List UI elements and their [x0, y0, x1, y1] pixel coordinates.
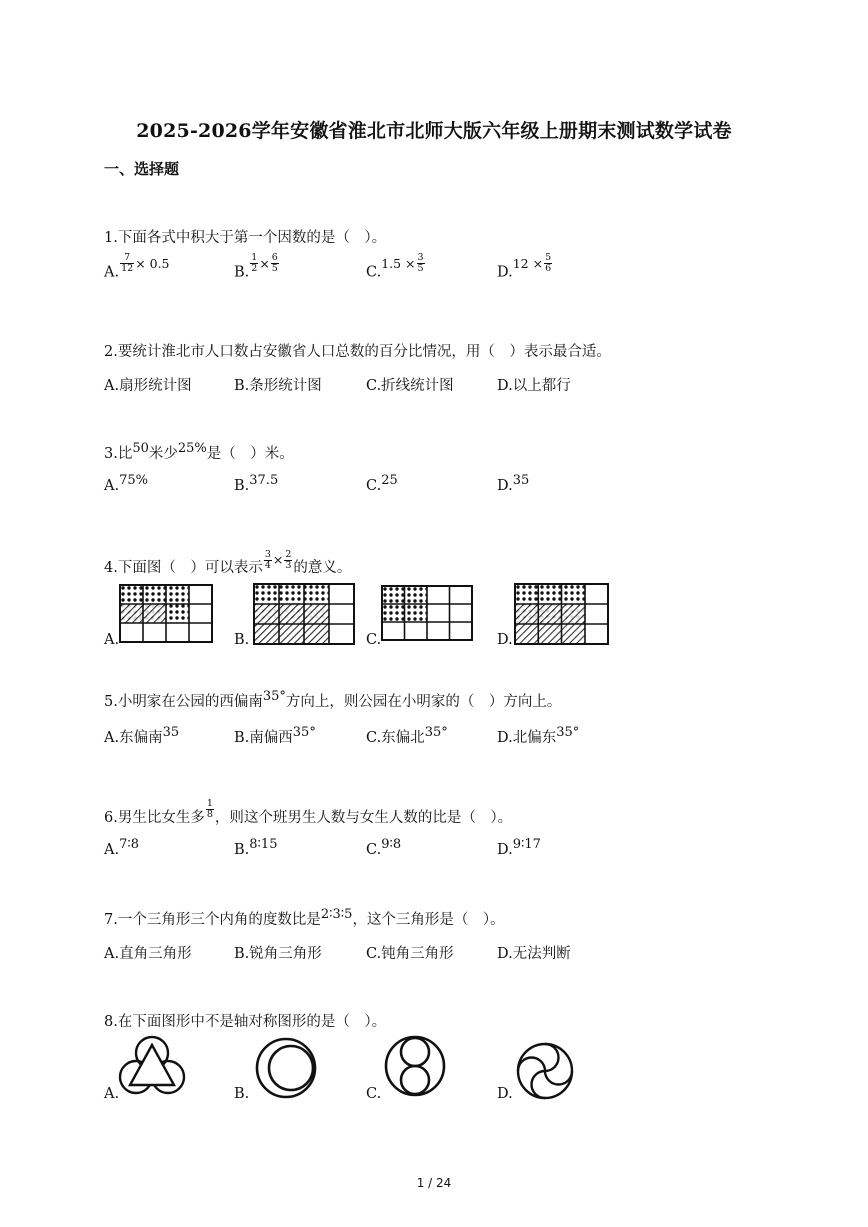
fraction: $\frac{7}{12}$ [121, 252, 134, 274]
figure-c [386, 1037, 444, 1095]
question-7-option-d[interactable]: D.无法判断 [497, 946, 571, 962]
question-8-stem: 8.在下面图形中不是轴对称图形的是（ ）。 [104, 1014, 387, 1030]
question-3-stem: 3.比50米少25%是（ ）米。 [104, 441, 294, 462]
figure-b [257, 1039, 315, 1097]
question-4-option-c-label[interactable]: C. [366, 632, 382, 648]
question-4-stem: 4.下面图（ ）可以表示 $\frac{3}{4}$ × $\frac{2}{3}$ 的意义。 [104, 548, 352, 576]
question-1-option-d[interactable]: D.12 × $\frac{5}{6}$ [497, 252, 552, 281]
fraction: $\frac{1}{2}$ [251, 252, 258, 274]
figure-a [120, 1037, 184, 1093]
question-6-option-c[interactable]: C.9∶8 [366, 837, 402, 858]
question-7-stem: 7.一个三角形三个内角的度数比是2∶3∶5，这个三角形是（ ）。 [104, 907, 505, 928]
question-6-option-b[interactable]: B.8∶15 [234, 837, 278, 858]
question-5-option-c[interactable]: C.东偏北35° [366, 725, 448, 746]
question-4-option-b-label[interactable]: B. [234, 632, 250, 648]
question-2-stem: 2.要统计淮北市人口数占安徽省人口总数的百分比情况，用（ ）表示最合适。 [104, 344, 611, 360]
fraction: $\frac{2}{3}$ [285, 548, 292, 571]
question-3-option-b[interactable]: B.37.5 [234, 473, 279, 494]
question-2-option-b[interactable]: B.条形统计图 [234, 378, 322, 394]
question-1-option-b[interactable]: B. $\frac{1}{2}$ × $\frac{6}{5}$ [234, 252, 278, 281]
fraction: $\frac{3}{4}$ [264, 548, 271, 571]
question-6-stem: 6.男生比女生多 $\frac{1}{8}$ ，则这个班男生人数与女生人数的比是（ ）。 [104, 797, 513, 826]
question-8-option-a-label[interactable]: A. [104, 1086, 120, 1102]
question-1-stem: 1.下面各式中积大于第一个因数的是（ ）。 [104, 230, 387, 246]
question-7-option-b[interactable]: B.锐角三角形 [234, 946, 322, 962]
figure-d [518, 1044, 572, 1098]
question-1-option-a[interactable]: A. $\frac{7}{12}$ × 0.5 [104, 252, 170, 281]
question-5-option-d[interactable]: D.北偏东35° [497, 725, 580, 746]
fraction: $\frac{6}{5}$ [271, 252, 278, 274]
question-8-option-b-label[interactable]: B. [234, 1086, 250, 1102]
question-1-option-c[interactable]: C.1.5 × $\frac{3}{5}$ [366, 252, 424, 281]
question-2-option-d[interactable]: D.以上都行 [497, 378, 571, 394]
section-heading: 一、选择题 [104, 160, 180, 178]
page-number: 1 / 24 [416, 1176, 452, 1190]
question-6-option-d[interactable]: D.9∶17 [497, 837, 541, 858]
question-2-option-c[interactable]: C.折线统计图 [366, 378, 454, 394]
question-6-option-a[interactable]: A.7∶8 [104, 837, 140, 858]
question-7-option-a[interactable]: A.直角三角形 [104, 946, 192, 962]
question-3-option-a[interactable]: A.75% [104, 473, 148, 494]
question-7-option-c[interactable]: C.钝角三角形 [366, 946, 454, 962]
question-8-option-c-label[interactable]: C. [366, 1086, 382, 1102]
question-2-option-a[interactable]: A.扇形统计图 [104, 378, 192, 394]
question-4-option-d-label[interactable]: D. [497, 632, 513, 648]
question-3-option-d[interactable]: D.35 [497, 473, 530, 494]
fraction: $\frac{5}{6}$ [545, 252, 552, 274]
exam-title: 2025-2026学年安徽省淮北市北师大版六年级上册期末测试数学试卷 [136, 120, 732, 142]
fraction: $\frac{3}{5}$ [417, 252, 424, 274]
question-5-option-b[interactable]: B.南偏西35° [234, 725, 316, 746]
question-3-option-c[interactable]: C.25 [366, 473, 398, 494]
question-4-option-a-label[interactable]: A. [104, 632, 120, 648]
question-5-option-a[interactable]: A.东偏南35 [104, 725, 180, 746]
question-5-stem: 5.小明家在公园的西偏南35°方向上，则公园在小明家的（ ）方向上。 [104, 689, 562, 710]
fraction: $\frac{1}{8}$ [206, 797, 213, 820]
question-8-option-d-label[interactable]: D. [497, 1086, 513, 1102]
